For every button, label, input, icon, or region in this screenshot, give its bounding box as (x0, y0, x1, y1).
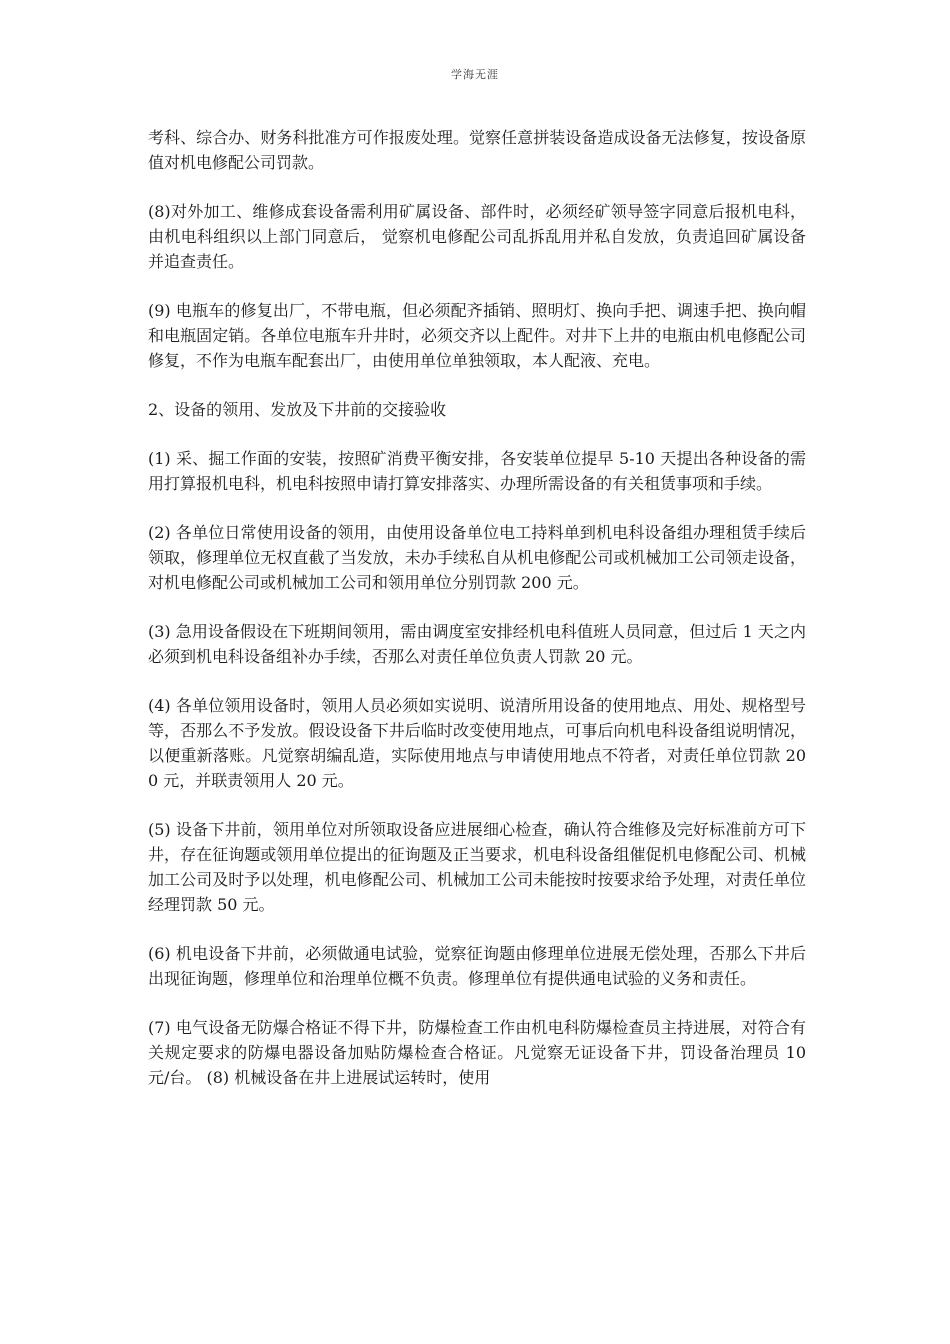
paragraph-item-8: (8)对外加工、维修成套设备需利用矿属设备、部件时，必须经矿领导签字同意后报机电科，由机电科组织以上部门同意后， 觉察机电修配公司乱拆乱用并私自发放，负责追回矿属设备并追查责任。 (148, 202, 806, 271)
paragraph-item-1: (1) 采、掘工作面的安装，按照矿消费平衡安排，各安装单位提早 5-10 天提出各种设备的需用打算报机电科，机电科按照申请打算安排落实、办理所需设备的有关租赁事项和手续。 (148, 449, 806, 493)
paragraph-item-7: (7) 电气设备无防爆合格证不得下井，防爆检查工作由机电科防爆检查员主持进展，对符合有关规定要求的防爆电器设备加贴防爆检查合格证。凡觉察无证设备下井，罚设备治理员 10 元/台。 (8) 机械设备在井上进展试运转时，使用 (148, 1018, 806, 1087)
paragraph-item-5: (5) 设备下井前，领用单位对所领取设备应进展细心检查，确认符合维修及完好标准前方可下井，存在征询题或领用单位提出的征询题及正当要求，机电科设备组催促机电修配公司、机械加工公司及时予以处理，机电修配公司、机械加工公司未能按时按要求给予处理，对责任单位经理罚款 50 元。 (148, 820, 806, 914)
paragraph-continuation: 考科、综合办、财务科批准方可作报废处理。觉察任意拼装设备造成设备无法修复，按设备原值对机电修配公司罚款。 (148, 128, 806, 172)
paragraph-item-4: (4) 各单位领用设备时，领用人员必须如实说明、说清所用设备的使用地点、用处、规格型号等，否那么不予发放。假设设备下井后临时改变使用地点，可事后向机电科设备组说明情况，以便重新落账。凡觉察胡编乱造，实际使用地点与申请使用地点不符者，对责任单位罚款 200 元，并联责领用人 20 元。 (148, 696, 806, 790)
page-header: 学海无涯 (451, 68, 499, 81)
document-body (148, 125, 806, 1114)
paragraph-item-6: (6) 机电设备下井前，必须做通电试验，觉察征询题由修理单位进展无偿处理，否那么下井后出现征询题，修理单位和治理单位概不负责。修理单位有提供通电试验的义务和责任。 (148, 944, 806, 988)
paragraph-item-9: (9) 电瓶车的修复出厂，不带电瓶，但必须配齐插销、照明灯、换向手把、调速手把、换向帽和电瓶固定销。各单位电瓶车升井时，必须交齐以上配件。对井下上井的电瓶由机电修配公司修复，不作为电瓶车配套出厂，由使用单位单独领取，本人配液、充电。 (148, 301, 806, 370)
section-heading: 2、设备的领用、发放及下井前的交接验收 (148, 400, 447, 419)
paragraph-item-3: (3) 急用设备假设在下班期间领用，需由调度室安排经机电科值班人员同意，但过后 1 天之内必须到机电科设备组补办手续，否那么对责任单位负责人罚款 20 元。 (148, 622, 806, 666)
paragraph-item-2: (2) 各单位日常使用设备的领用，由使用设备单位电工持料单到机电科设备组办理租赁手续后领取，修理单位无权直截了当发放，未办手续私自从机电修配公司或机械加工公司领走设备，对机电修配公司或机械加工公司和领用单位分别罚款 200 元。 (148, 523, 806, 592)
